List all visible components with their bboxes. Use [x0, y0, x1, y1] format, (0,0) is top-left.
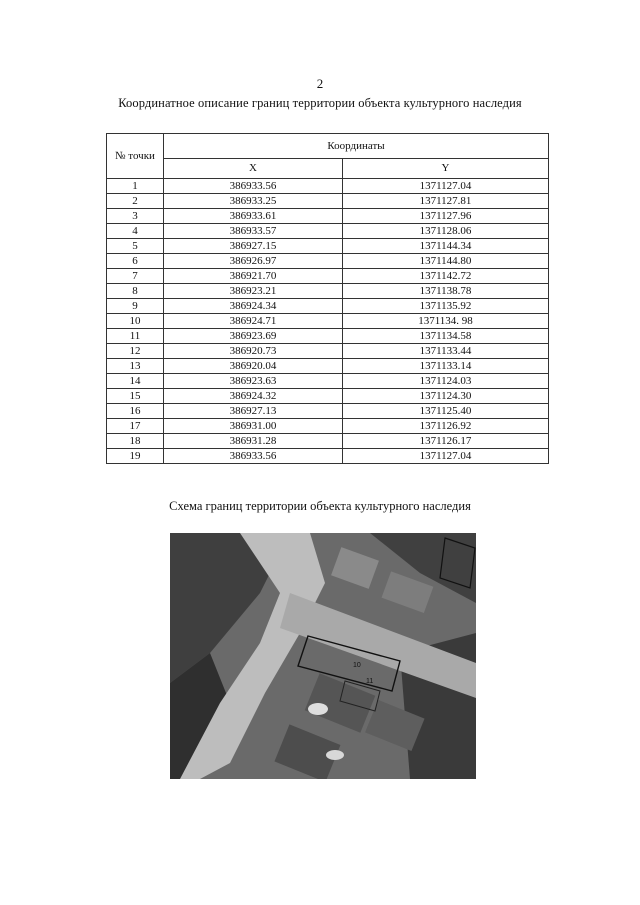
document-title: Координатное описание границ территории объекта культурного наследия	[118, 96, 522, 110]
point-number-cell: 9	[107, 299, 164, 314]
point-number-cell: 2	[107, 194, 164, 209]
x-coordinate-cell: 386924.34	[164, 299, 343, 314]
coordinates-table	[106, 133, 549, 464]
table-row	[107, 269, 549, 284]
point-number-cell: 10	[107, 314, 164, 329]
x-coordinate-cell: 386927.13	[164, 404, 343, 419]
y-coordinate-cell: 1371135.92	[343, 299, 549, 314]
point-number-cell: 1	[107, 179, 164, 194]
table-row	[107, 224, 549, 239]
x-coordinate-cell: 386933.61	[164, 209, 343, 224]
x-coordinate-cell: 386933.25	[164, 194, 343, 209]
point-number-cell: 18	[107, 434, 164, 449]
map-label-point-11: 11	[366, 678, 374, 685]
x-coordinate-cell: 386933.56	[164, 179, 343, 194]
y-coordinate-cell: 1371134.58	[343, 329, 549, 344]
y-coordinate-cell: 1371126.17	[343, 434, 549, 449]
x-coordinate-cell: 386933.57	[164, 224, 343, 239]
table-row	[107, 314, 549, 329]
point-number-cell: 14	[107, 374, 164, 389]
point-number-cell: 3	[107, 209, 164, 224]
table-row	[107, 284, 549, 299]
map-label-point-10: 10	[353, 662, 361, 669]
x-coordinate-cell: 386926.97	[164, 254, 343, 269]
y-coordinate-cell: 1371127.96	[343, 209, 549, 224]
point-number-cell: 16	[107, 404, 164, 419]
y-coordinate-cell: 1371134. 98	[343, 314, 549, 329]
aerial-map-image	[170, 533, 476, 779]
table-row	[107, 449, 549, 464]
x-coordinate-cell: 386923.69	[164, 329, 343, 344]
y-coordinate-cell: 1371144.80	[343, 254, 549, 269]
y-coordinate-cell: 1371142.72	[343, 269, 549, 284]
point-number-cell: 8	[107, 284, 164, 299]
table-row	[107, 254, 549, 269]
y-coordinate-cell: 1371133.14	[343, 359, 549, 374]
header-point-number: № точки	[107, 134, 164, 179]
x-coordinate-cell: 386924.32	[164, 389, 343, 404]
table-row	[107, 299, 549, 314]
point-number-cell: 17	[107, 419, 164, 434]
table-row	[107, 359, 549, 374]
x-coordinate-cell: 386920.73	[164, 344, 343, 359]
table-row	[107, 404, 549, 419]
y-coordinate-cell: 1371138.78	[343, 284, 549, 299]
point-number-cell: 19	[107, 449, 164, 464]
x-coordinate-cell: 386927.15	[164, 239, 343, 254]
table-row	[107, 239, 549, 254]
y-coordinate-cell: 1371127.04	[343, 449, 549, 464]
table-row	[107, 389, 549, 404]
y-coordinate-cell: 1371144.34	[343, 239, 549, 254]
x-coordinate-cell: 386923.63	[164, 374, 343, 389]
x-coordinate-cell: 386931.00	[164, 419, 343, 434]
table-row	[107, 209, 549, 224]
x-coordinate-cell: 386921.70	[164, 269, 343, 284]
point-number-cell: 15	[107, 389, 164, 404]
header-coordinates: Координаты	[164, 134, 549, 159]
x-coordinate-cell: 386920.04	[164, 359, 343, 374]
schema-title: Схема границ территории объекта культурного наследия	[169, 499, 471, 513]
header-y: Y	[343, 158, 549, 178]
x-coordinate-cell: 386933.56	[164, 449, 343, 464]
y-coordinate-cell: 1371124.30	[343, 389, 549, 404]
y-coordinate-cell: 1371127.04	[343, 179, 549, 194]
y-coordinate-cell: 1371128.06	[343, 224, 549, 239]
point-number-cell: 6	[107, 254, 164, 269]
x-coordinate-cell: 386931.28	[164, 434, 343, 449]
table-row	[107, 419, 549, 434]
coordinates-table-body	[107, 179, 549, 464]
y-coordinate-cell: 1371126.92	[343, 419, 549, 434]
point-number-cell: 5	[107, 239, 164, 254]
page-number: 2	[316, 76, 324, 91]
point-number-cell: 4	[107, 224, 164, 239]
table-row	[107, 344, 549, 359]
point-number-cell: 11	[107, 329, 164, 344]
table-row	[107, 194, 549, 209]
table-row	[107, 329, 549, 344]
y-coordinate-cell: 1371127.81	[343, 194, 549, 209]
table-row	[107, 434, 549, 449]
x-coordinate-cell: 386923.21	[164, 284, 343, 299]
y-coordinate-cell: 1371124.03	[343, 374, 549, 389]
x-coordinate-cell: 386924.71	[164, 314, 343, 329]
table-row	[107, 374, 549, 389]
point-number-cell: 7	[107, 269, 164, 284]
y-coordinate-cell: 1371133.44	[343, 344, 549, 359]
y-coordinate-cell: 1371125.40	[343, 404, 549, 419]
point-number-cell: 12	[107, 344, 164, 359]
point-number-cell: 13	[107, 359, 164, 374]
table-row	[107, 179, 549, 194]
header-x: X	[164, 158, 343, 178]
